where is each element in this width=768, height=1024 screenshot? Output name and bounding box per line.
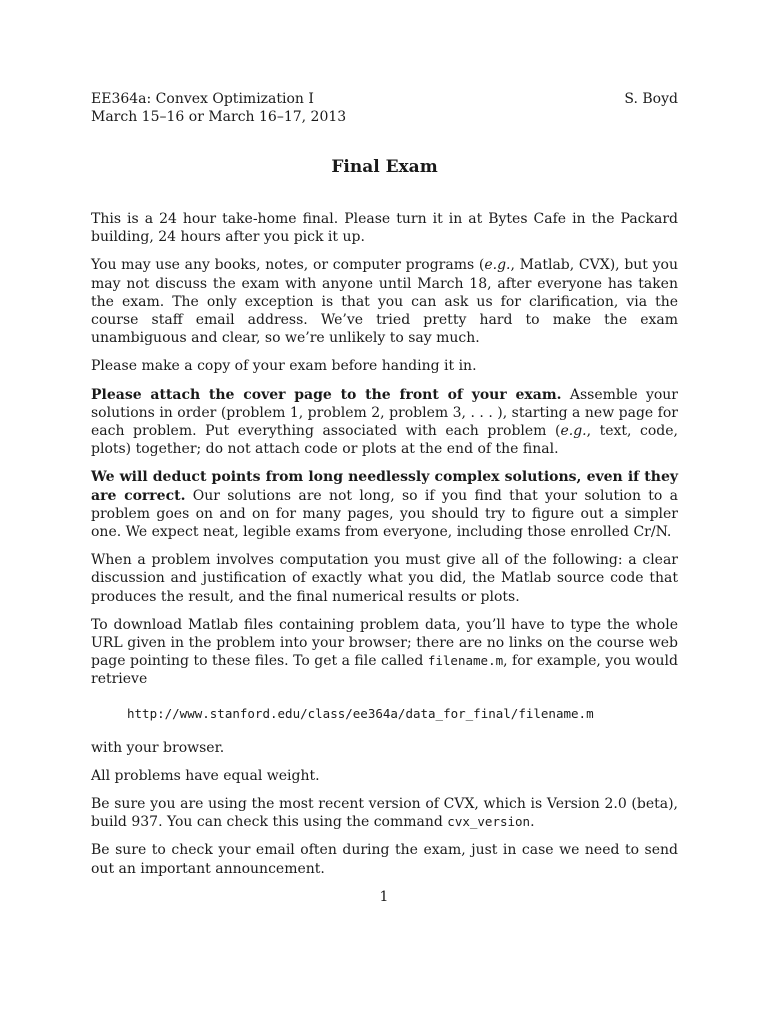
paragraph-deduct [91, 468, 678, 541]
paragraph-copy: Please make a copy of your exam before handing it in. [91, 358, 477, 375]
header-left [91, 90, 346, 126]
text-segment: , Matlab, CVX), but you may not discuss the exam with anyone until March 18, after everyone has taken the exam. The only exception is that you can ask us for clarification, via the course staff email address. We’ve tried pretty hard to make the exam unambiguous and clear, so we’re unlikely to say much. [91, 257, 678, 347]
bold-warning: We will deduct points from long needlessly complex solutions, even if they are correct. [91, 469, 678, 504]
header [91, 90, 678, 126]
text-segment: Assemble your solutions in order (problem 1, problem 2, problem 3, . . . ), starting a new page for each problem. Put everything associated with each problem ( [91, 386, 678, 440]
paragraph-cover-page [91, 386, 678, 459]
paragraph-takehome: This is a 24 hour take-home final. Please turn it in at Bytes Cafe in the Packard building, 24 hours after you pick it up. [91, 211, 678, 246]
page-number: 1 [379, 889, 389, 905]
exam-page [91, 90, 678, 878]
text-segment: To download Matlab files containing problem data, you’ll have to type the whole URL given in the problem into your browser; there are no links on the course web page pointing to these files. To get a file called [91, 616, 678, 670]
paragraph-resources [91, 256, 678, 347]
eg-italic: e.g. [484, 257, 511, 274]
paragraph-download [91, 616, 678, 689]
filename-code: filename.m [427, 653, 504, 669]
text-segment: You may use any books, notes, or computer programs ( [91, 257, 485, 274]
page-title: Final Exam [331, 157, 438, 177]
paragraph-email: Be sure to check your email often during the exam, just in case we need to send out an important announcement. [91, 842, 678, 877]
text-segment: Be sure you are using the most recent version of CVX, which is Version 2.0 (beta), build 937. You can check this using the command [91, 796, 678, 831]
data-url: http://www.stanford.edu/class/ee364a/data_for_final/filename.m [127, 705, 594, 721]
text-segment: , text, code, plots) together; do not attach code or plots at the end of the final. [91, 423, 679, 458]
cvx-version-code: cvx_version [447, 814, 531, 830]
paragraph-cvx-version [91, 795, 678, 831]
paragraph-browser: with your browser. [91, 739, 225, 756]
bold-instruction: Please attach the cover page to the front of your exam. [91, 386, 562, 403]
text-segment: . [530, 814, 535, 831]
paragraph-weight: All problems have equal weight. [91, 767, 320, 784]
exam-dates: March 15–16 or March 16–17, 2013 [91, 109, 347, 125]
text-segment: , for example, you would retrieve [91, 653, 678, 688]
paragraph-computation: When a problem involves computation you must give all of the following: a clear discussion and justification of exactly what you did, the Matlab source code that produces the result, and the final numerical results or plots. [91, 552, 678, 605]
eg-italic: e.g. [560, 423, 587, 440]
course-title: EE364a: Convex Optimization I [91, 91, 314, 107]
text-segment: Our solutions are not long, so if you find that your solution to a problem goes on and on for many pages, you should try to figure out a simpler one. We expect neat, legible exams from everyone, including those enrolled Cr/N. [91, 487, 678, 541]
author-name: S. Boyd [624, 91, 678, 107]
